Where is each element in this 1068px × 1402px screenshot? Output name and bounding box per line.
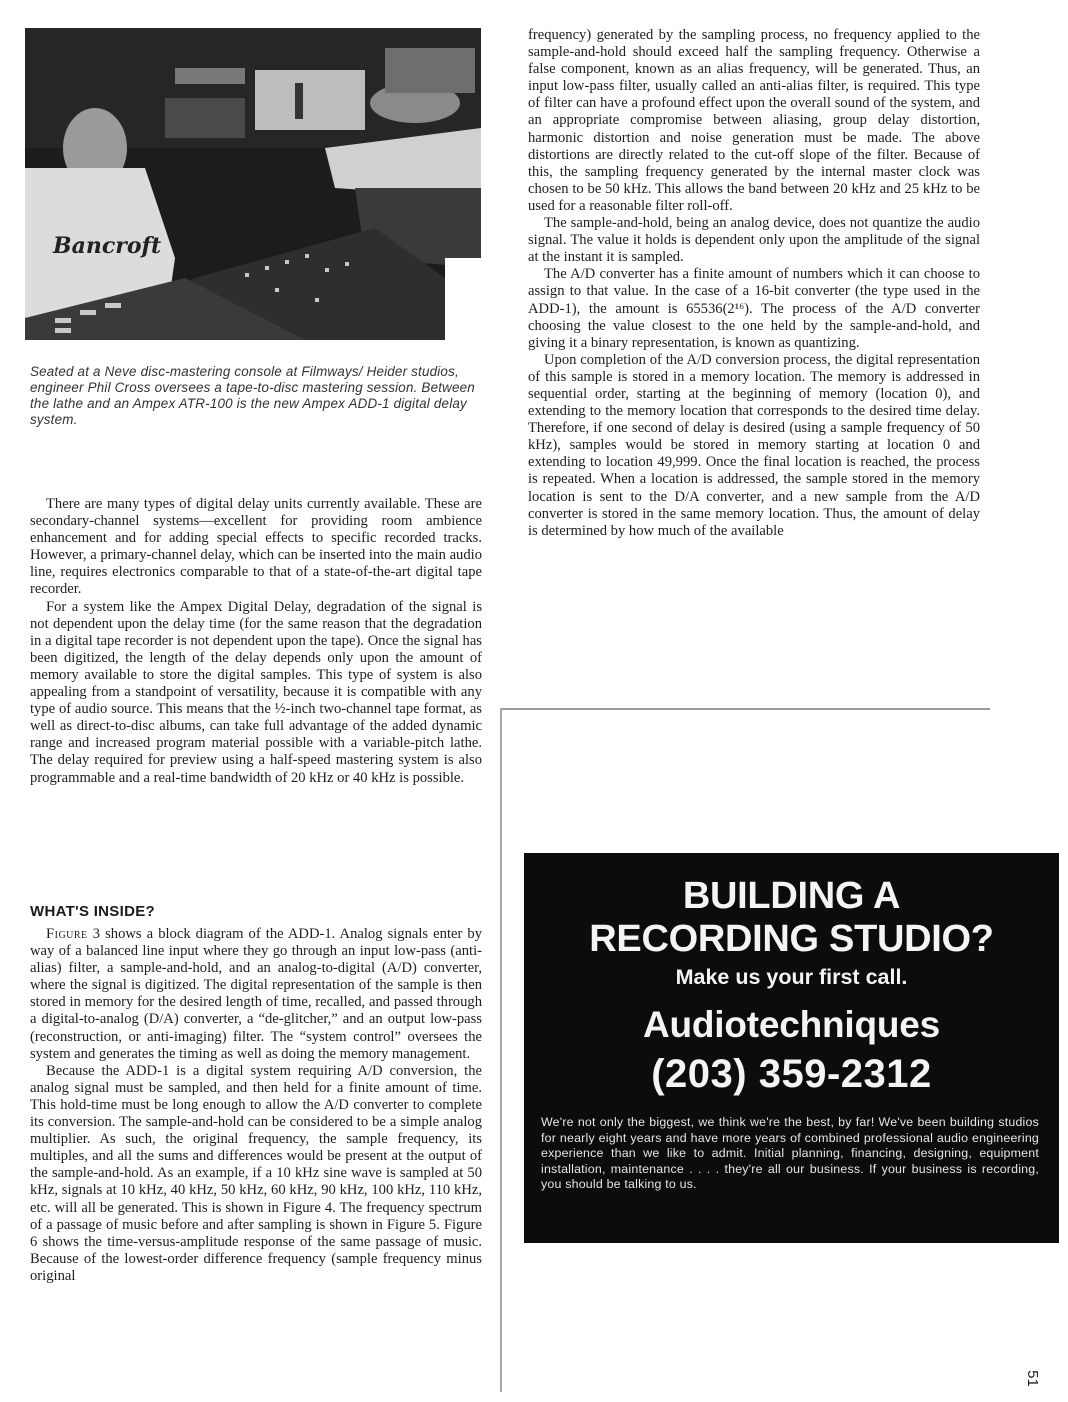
paragraph: There are many types of digital delay units currently available. These are secondary-channel systems—excellent for providing room ambience enhancement and for adding special effects to specific recorded tracks. However, a primary-channel delay, which can be inserted into the main audio line, requires electronics comparable to that of a state-of-the-art digital tape recorder.	[30, 496, 482, 598]
photo-caption: Seated at a Neve disc-mastering console at Filmways/ Heider studios, engineer Phil Cross oversees a tape-to-disc mastering session. Between the lathe and an Ampex ATR-100 is the new Ampex ADD-1 digital delay system.	[30, 364, 475, 427]
ad-frame-top-rule	[502, 708, 990, 710]
studio-photo	[25, 28, 481, 340]
article-left-column-top	[30, 496, 482, 787]
paragraph: frequency) generated by the sampling process, no frequency applied to the sample-and-hold should exceed half the sampling frequency. Otherwise a false component, known as an alias frequency, will be generated. Thus, an input low-pass filter, usually called an anti-alias filter, is required. This type of filter can have a profound effect upon the overall sound of the system, and an appropriate compromise between aliasing, group delay distortion, harmonic distortion and noise generation must be made. The above distortions are directly related to the cut-off slope of the filter. Because of this, the sampling frequency generated by the internal master clock was chosen to be 50 kHz. This allows the band between 20 kHz and 25 kHz to be used for a reasonable filter roll-off.	[528, 27, 980, 214]
paragraph: The A/D converter has a finite amount of numbers which it can choose to assign to that value. In the case of a 16-bit converter (the type used in the ADD-1), the amount is 65536(2¹⁶). The process of the A/D converter choosing the value closest to the one held by the sample-and-hold, and giving it a binary representation, is known as quantizing.	[528, 266, 980, 351]
ad-tagline: Make us your first call.	[675, 965, 908, 989]
page-number: 51	[1023, 1370, 1041, 1387]
article-left-column-bottom	[30, 926, 482, 1285]
photo-image	[25, 28, 481, 340]
article-right-column	[528, 27, 980, 540]
ad-phone-number: (203) 359-2312	[651, 1052, 932, 1096]
ad-body-copy: We're not only the biggest, we think we're the best, by far! We've been building studios for nearly eight years and have more years of combined professional audio engineering experience than we like to admit. Initial planning, financing, designing, equipment installation, maintenance . . . . they're all our business. If your business is recording, you should be talking to us.	[541, 1115, 1039, 1191]
paragraph: Because the ADD-1 is a digital system requiring A/D conversion, the analog signal must be sampled, and then held for a finite amount of time. This hold-time must be long enough to allow the A/D converter to complete its conversion. The sample-and-hold can be considered to be a simple analog multiplier. As such, the original frequency, the sample frequency, its multiples, and all the sums and differences would be present at the output of the sample-and-hold. As an example, if a 10 kHz sine wave is sampled at 50 kHz, signals at 10 kHz, 40 kHz, 50 kHz, 60 kHz, 90 kHz, 100 kHz, 110 kHz, etc. will all be generated. This is shown in Figure 4. The frequency spectrum of a passage of music before and after sampling is shown in Figure 5. Figure 6 shows the time-versus-amplitude response of the same passage of music. Because of the lowest-order difference frequency (sample frequency minus original	[30, 1062, 482, 1284]
column-divider-rule	[500, 708, 502, 1392]
shirt-logo: Bancroft	[53, 233, 162, 259]
advertisement	[524, 853, 1059, 1243]
ad-brand-name: Audiotechniques	[642, 1004, 941, 1045]
paragraph: Figure 3 shows a block diagram of the ADD-1. Analog signals enter by way of a balanced line input where they go through an input low-pass (anti-alias) filter, a sample-and-hold, and an analog-to-digital (A/D) converter, where the signal is digitized. The digital representation of the sample is then stored in memory for the desired length of time, recalled, and passed through a digital-to-analog (D/A) converter, a “de-glitcher,” and an output low-pass (reconstruction, or anti-imaging) filter. The “system control” oversees the system and generates the timing as well as doing the memory management.	[30, 926, 482, 1062]
paragraph: The sample-and-hold, being an analog device, does not quantize the audio signal. The value it holds is dependent only upon the amplitude of the signal at the instant it is sampled.	[528, 215, 980, 266]
figure-reference: Figure	[46, 926, 88, 942]
section-heading: WHAT'S INSIDE?	[30, 903, 155, 920]
ad-headline: BUILDING A RECORDING STUDIO?	[589, 875, 994, 960]
paragraph: For a system like the Ampex Digital Delay, degradation of the signal is not dependent upon the delay time (for the same reason that the degradation in a digital tape recorder is not dependent upon the tape). Once the signal has been digitized, the length of the delay depends only upon the amount of memory available to store the digital samples. This type of system is also appealing from a standpoint of versatility, because it is compatible with any type of audio source. This means that the ½-inch two-channel tape format, as well as direct-to-disc albums, can take full advantage of the added dynamic range and increased program material possible with a variable-pitch lathe. The delay required for preview using a half-speed mastering system is also programmable and a real-time bandwidth of 20 kHz or 40 kHz is possible.	[30, 598, 482, 786]
paragraph: Upon completion of the A/D conversion process, the digital representation of this sample is stored in a memory location. The memory is addressed in sequential order, starting at the beginning of memory (location 0), and extending to the memory location that corresponds to the desired time delay. Therefore, if one second of delay is desired (using a sample frequency of 50 kHz), samples would be stored in memory starting at location 0 and extending to location 49,999. Once the final location is reached, the process is repeated. When a location is addressed, the sample stored in the memory location is sent to the D/A converter, and a new sample from the A/D converter is stored in the same memory location. Thus, the amount of delay is determined by how much of the available	[528, 351, 980, 539]
